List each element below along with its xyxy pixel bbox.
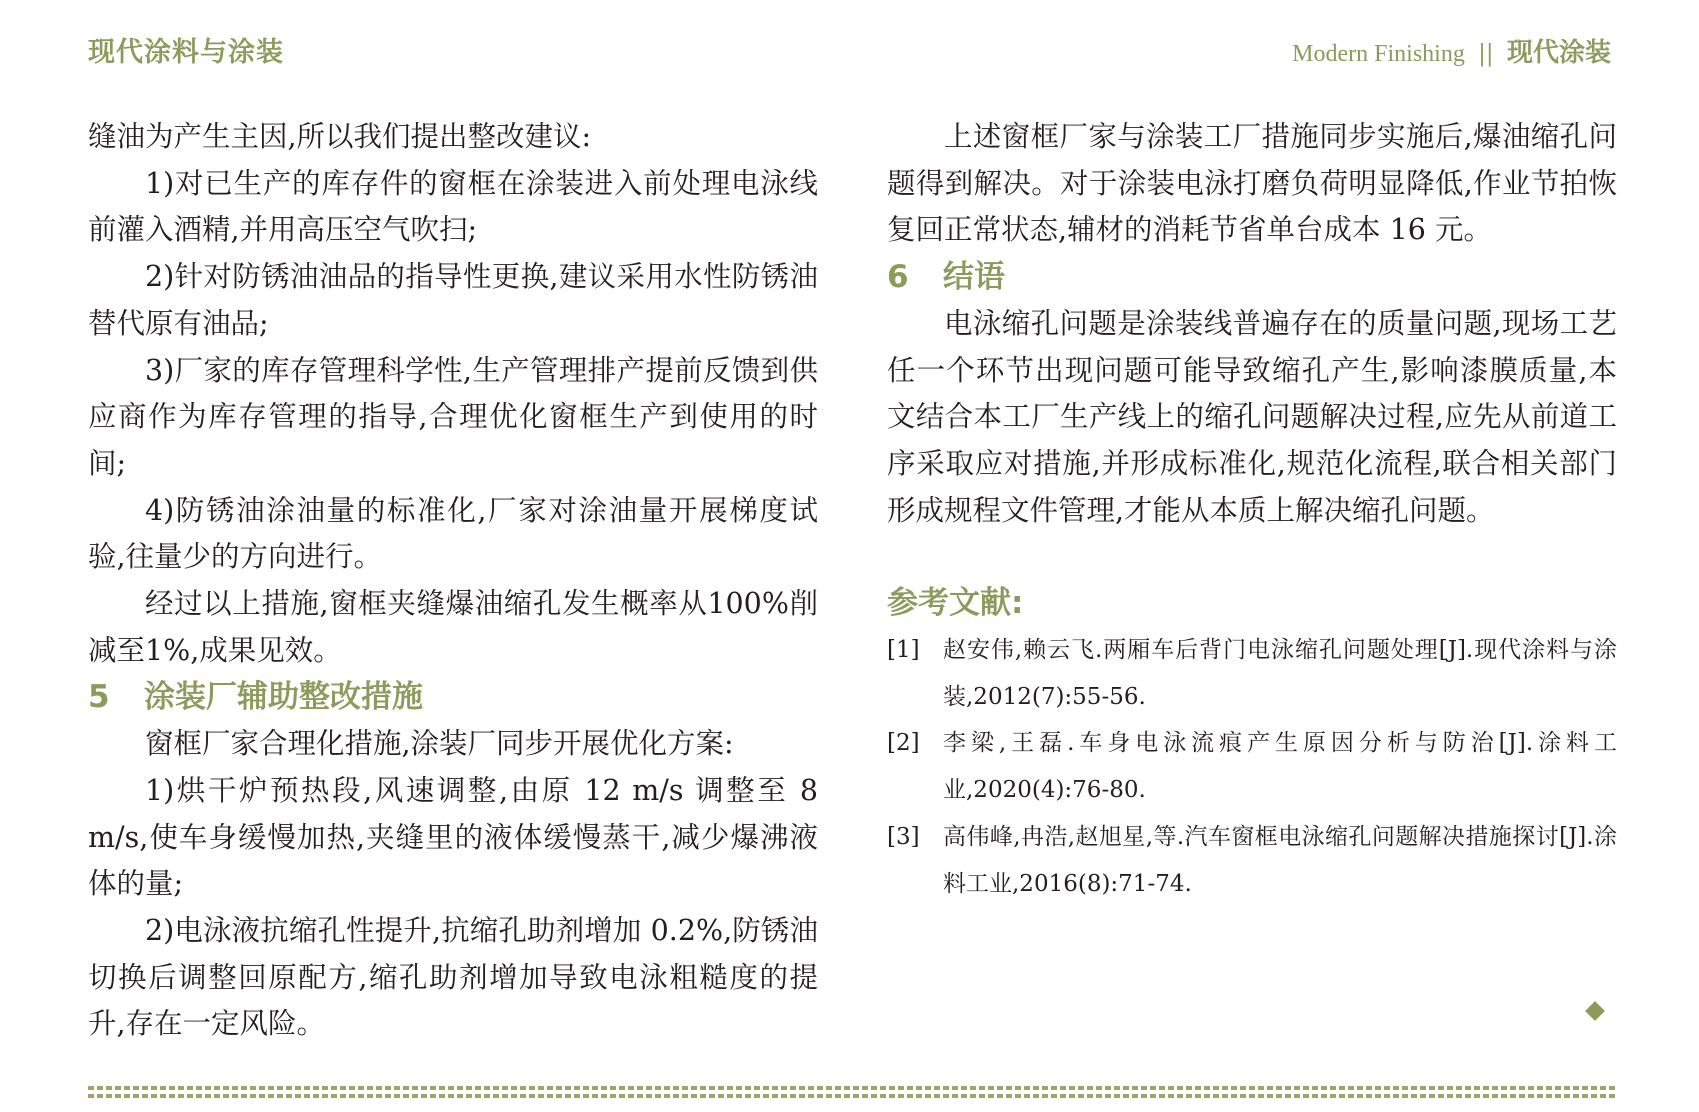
paragraph: 电泳缩孔问题是涂装线普遍存在的质量问题,现场工艺任一个环节出现问题可能导致缩孔产生,影响漆膜质量,本文结合本工厂生产线上的缩孔问题解决过程,应先从前道工序采取应对措施,并形成标准化,规范化流程,联合相关部门形成规程文件管理,才能从本质上解决缩孔问题。 bbox=[887, 306, 1617, 527]
reference-number: [3] bbox=[887, 823, 920, 850]
reference-item bbox=[887, 627, 1617, 720]
reference-text: 李梁,王磊.车身电泳流痕产生原因分析与防治[J].涂料工业,2020(4):76-80. bbox=[943, 730, 1617, 804]
journal-short-title: 现代涂装 bbox=[1506, 38, 1611, 68]
paragraph: 3)厂家的库存管理科学性,生产管理排产提前反馈到供应商作为库存管理的指导,合理优化窗框生产到使用的时间; bbox=[88, 353, 818, 480]
reference-item bbox=[887, 720, 1617, 813]
running-header bbox=[1292, 32, 1611, 69]
paragraph: 2)电泳液抗缩孔性提升,抗缩孔助剂增加 0.2%,防锈油切换后调整回原配方,缩孔助剂增加导致电泳粗糙度的提升,存在一定风险。 bbox=[88, 913, 818, 1041]
paragraph: 上述窗框厂家与涂装工厂措施同步实施后,爆油缩孔问题得到解决。对于涂装电泳打磨负荷明显降低,作业节拍恢复回正常状态,辅材的消耗节省单台成本 16 元。 bbox=[887, 120, 1617, 247]
reference-number: [2] bbox=[887, 730, 920, 757]
left-column bbox=[88, 114, 818, 1048]
right-column bbox=[887, 114, 1617, 907]
paragraph: 4)防锈油涂油量的标准化,厂家对涂油量开展梯度试验,往量少的方向进行。 bbox=[88, 493, 818, 574]
section-title: 结语 bbox=[943, 259, 1005, 296]
paragraph: 2)针对防锈油油品的指导性更换,建议采用水性防锈油替代原有油品; bbox=[88, 260, 818, 340]
reference-text: 赵安伟,赖云飞.两厢车后背门电泳缩孔问题处理[J].现代涂料与涂装,2012(7):55-56. bbox=[943, 637, 1617, 710]
journal-english-title: Modern Finishing bbox=[1292, 41, 1465, 67]
section-heading bbox=[88, 674, 818, 721]
section-heading bbox=[887, 254, 1617, 301]
reference-text: 高伟峰,冉浩,赵旭星,等.汽车窗框电泳缩孔问题解决措施探讨[J].涂料工业,2016(8):71-74. bbox=[943, 823, 1617, 897]
section-title: 涂装厂辅助整改措施 bbox=[144, 679, 423, 716]
references-heading: 参考文献: bbox=[887, 585, 1024, 622]
reference-number: [1] bbox=[887, 637, 920, 664]
reference-item bbox=[887, 814, 1617, 907]
section-number: 6 bbox=[887, 259, 909, 296]
paragraph: 经过以上措施,窗框夹缝爆油缩孔发生概率从100%削减至1%,成果见效。 bbox=[88, 587, 818, 667]
paragraph: 缝油为产生主因,所以我们提出整改建议: bbox=[88, 120, 592, 153]
paragraph: 1)烘干炉预热段,风速调整,由原 12 m/s 调整至 8 m/s,使车身缓慢加热,夹缝里的液体缓慢蒸干,减少爆沸液体的量; bbox=[88, 773, 818, 901]
diamond-end-icon bbox=[1585, 1001, 1605, 1021]
footer-decorative-rule bbox=[88, 1086, 1618, 1098]
journal-title: 现代涂料与涂装 bbox=[88, 37, 284, 68]
section-number: 5 bbox=[88, 679, 110, 716]
paragraph: 1)对已生产的库存件的窗框在涂装进入前处理电泳线前灌入酒精,并用高压空气吹扫; bbox=[88, 166, 818, 247]
paragraph: 窗框厂家合理化措施,涂装厂同步开展优化方案: bbox=[145, 727, 734, 761]
header-separator: || bbox=[1478, 41, 1494, 67]
